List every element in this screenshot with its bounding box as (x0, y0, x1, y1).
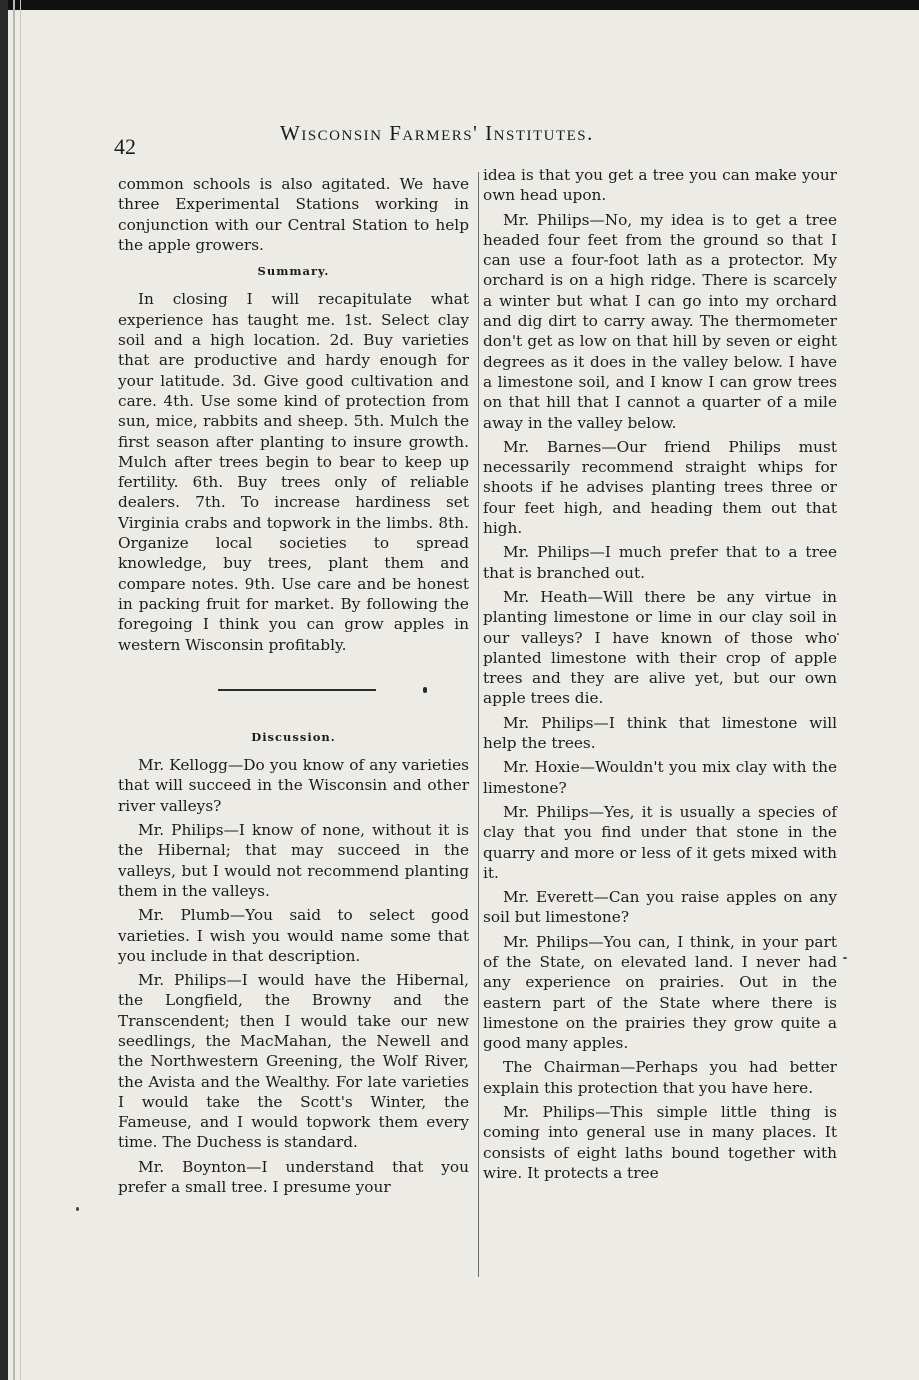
discussion-paragraph: Mr. Everett—Can you raise apples on any soil but limestone? (483, 888, 837, 927)
discussion-paragraph: Mr. Philips—I much prefer that to a tree that is branched out. (483, 543, 837, 582)
running-title: Wisconsin Farmers' Institutes. (280, 121, 594, 145)
continued-paragraph: idea is that you get a tree you can make your own head upon. (483, 166, 837, 205)
discussion-paragraph: Mr. Barnes—Our friend Philips must necessarily recommend straight whips for shoots if he advises planting trees three or four feet high, and heading them out that high. (483, 437, 837, 538)
discussion-paragraph: Mr. Philips—I know of none, without it is the Hibernal; that may succeed in the valleys, but I would not recommend planting them in the valleys. (118, 821, 469, 900)
scan-speck (843, 957, 847, 959)
discussion-paragraph: Mr. Philips—I would have the Hibernal, the Longfield, the Browny and the Transcendent; then I would take our new seedlings, the MacMahan, the Newell and the Northwestern Greening, the Wolf River, the Avista and the Wealthy. For late varieties I would take the Scott's Winter, the Fameuse, and I would topwork them every time. The Duchess is standard. (118, 971, 469, 1152)
column-divider (478, 172, 479, 1277)
scan-top-border (0, 0, 919, 10)
left-column (118, 174, 469, 1201)
discussion-paragraph: Mr. Philips—You can, I think, in your part of the State, on elevated land. I never had any experience on prairies. Out in the eastern part of the State where there is limestone on the prairies they grow quite a good many apples. (483, 932, 837, 1053)
discussion-paragraph: Mr. Philips—No, my idea is to get a tree headed four feet from the ground so that I can use a four-foot lath as a protector. My orchard is on a high ridge. There is scarcely a winter but what I can go into my orchard and dig dirt to carry away. The thermometer don't get as low on that hill by seven or eight degrees as it does in the valley below. I have a limestone soil, and I know I can grow trees on that hill that I cannot a quarter of a mile away in the valley below. (483, 210, 837, 432)
page-edge-line (13, 0, 15, 1380)
discussion-paragraph: Mr. Plumb—You said to select good varieties. I wish you would name some that you include in that description. (118, 906, 469, 965)
summary-paragraph: In closing I will recapitulate what experience has taught me. 1st. Select clay soil and a high location. 2d. Buy varieties that are productive and hardy enough for your latitude. 3d. Give good cultivation and care. 4th. Use some kind of protection from sun, mice, rabbits and sheep. 5th. Mulch the first season after planting to insure growth. Mulch after trees begin to bear to keep up fertility. 6th. Buy trees only of reliable dealers. 7th. To increase hardiness set Virginia crabs and topwork in the limbs. 8th. Organize local societies to spread knowledge, buy trees, plant them and compare notes. 9th. Use care and be honest in packing fruit for market. By following the foregoing I think you can grow apples in western Wisconsin profitably. (118, 290, 469, 654)
discussion-paragraph: Mr. Heath—Will there be any virtue in planting limestone or lime in our clay soil in our valleys? I have known of those who planted limestone with their crop of apple trees and they are alive yet, but our own apple trees die. (483, 587, 837, 708)
paragraph: common schools is also agitated. We have three Experimental Stations working in conjunction with our Central Station to help the apple growers. (118, 175, 469, 254)
scan-left-border (0, 0, 8, 1380)
page-number: 42 (114, 134, 136, 159)
summary-heading: Summary. (257, 264, 330, 279)
discussion-paragraph: Mr. Boynton—I understand that you prefer a small tree. I presume your (118, 1157, 469, 1197)
discussion-paragraph: The Chairman—Perhaps you had better explain this protection that you have here. (483, 1058, 837, 1097)
separator-mark (423, 687, 427, 693)
section-separator (118, 659, 469, 721)
separator-rule (218, 689, 376, 691)
scan-speck (837, 633, 839, 635)
discussion-paragraph: Mr. Kellogg—Do you know of any varieties that will succeed in the Wisconsin and other river valleys? (118, 756, 469, 815)
discussion-paragraph: Mr. Philips—This simple little thing is coming into general use in many places. It consists of eight laths bound together with wire. It protects a tree (483, 1103, 837, 1182)
discussion-paragraph: Mr. Hoxie—Wouldn't you mix clay with the limestone? (483, 758, 837, 797)
right-column (483, 165, 837, 1187)
discussion-paragraph: Mr. Philips—I think that limestone will help the trees. (483, 713, 837, 753)
page-edge-line (20, 0, 21, 1380)
discussion-paragraph: Mr. Philips—Yes, it is usually a species of clay that you find under that stone in the quarry and more or less of it gets mixed with it. (483, 802, 837, 882)
scan-speck (76, 1207, 79, 1211)
discussion-heading: Discussion. (251, 729, 336, 744)
